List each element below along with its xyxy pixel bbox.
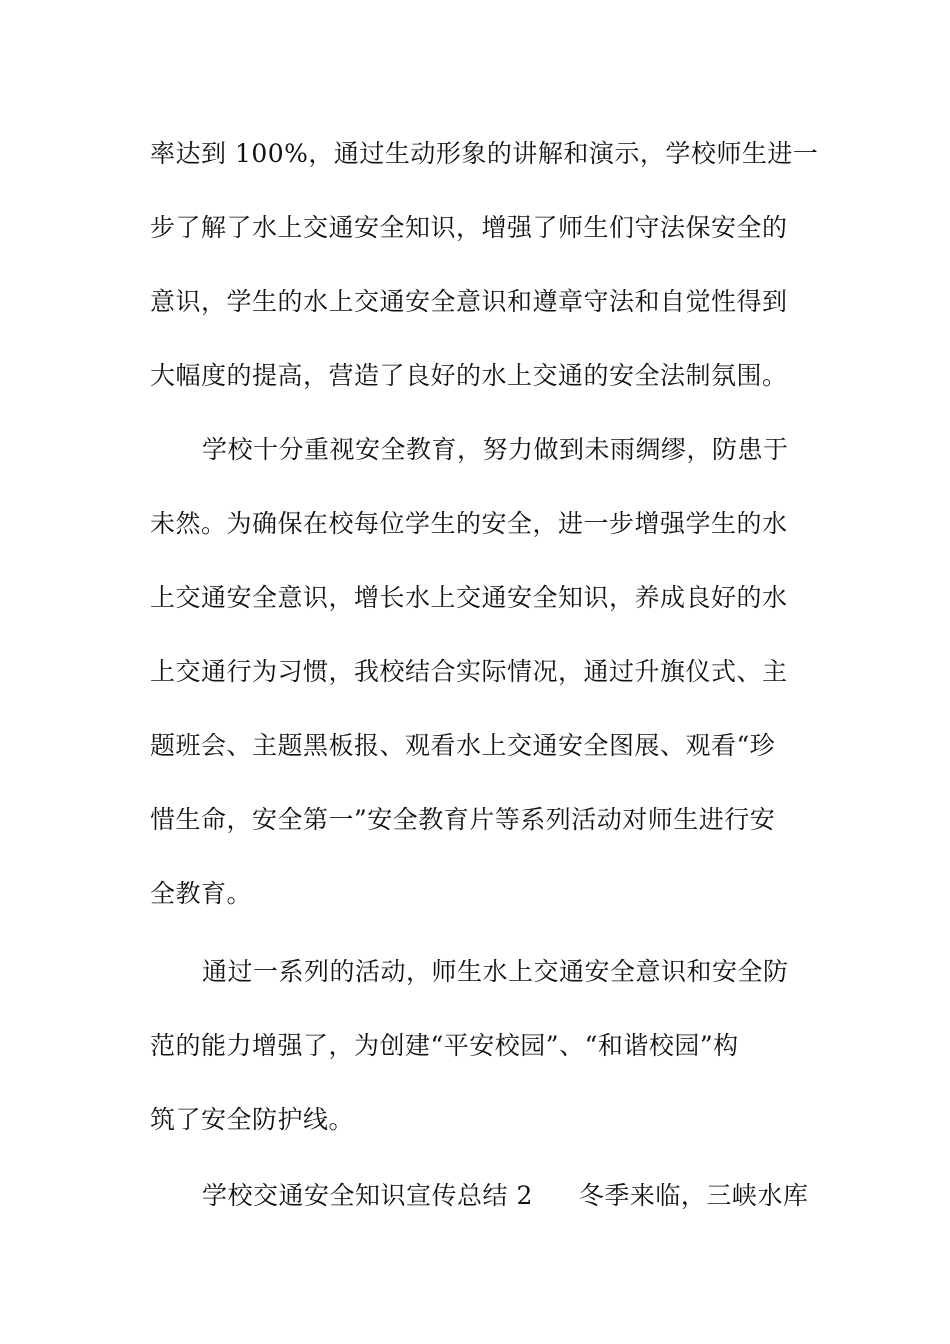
text-line-12: 通过一系列的活动，师生水上交通安全意识和安全防 <box>202 957 789 986</box>
text-line-11: 全教育。 <box>150 879 253 908</box>
text-line-5: 学校十分重视安全教育，努力做到未雨绸缪，防患于 <box>202 435 789 464</box>
text-line-2: 步了解了水上交通安全知识，增强了师生们守法保安全的 <box>150 213 788 242</box>
text-line-14: 筑了安全防护线。 <box>150 1105 355 1134</box>
section-start-text: 冬季来临，三峡水库 <box>578 1181 809 1210</box>
text-line-7: 上交通安全意识，增长水上交通安全知识，养成良好的水 <box>150 583 788 612</box>
section-line <box>202 1176 808 1216</box>
text-line-9: 题班会、主题黑板报、观看水上交通安全图展、观看“珍 <box>150 731 776 760</box>
text-line-4: 大幅度的提高，营造了良好的水上交通的安全法制氛围。 <box>150 361 788 390</box>
text-line-10: 惜生命，安全第一”安全教育片等系列活动对师生进行安 <box>150 805 776 834</box>
text-line-3: 意识，学生的水上交通安全意识和遵章守法和自觉性得到 <box>150 287 788 316</box>
text-line-13: 范的能力增强了，为创建“平安校园”、“和谐校园”构 <box>150 1031 739 1060</box>
text-line-6: 未然。为确保在校每位学生的安全，进一步增强学生的水 <box>150 509 788 538</box>
text-line-1: 率达到 100%，通过生动形象的讲解和演示，学校师生进一 <box>150 139 819 168</box>
section-heading: 学校交通安全知识宣传总结 2 <box>202 1181 533 1210</box>
text-line-8: 上交通行为习惯，我校结合实际情况，通过升旗仪式、主 <box>150 657 788 686</box>
